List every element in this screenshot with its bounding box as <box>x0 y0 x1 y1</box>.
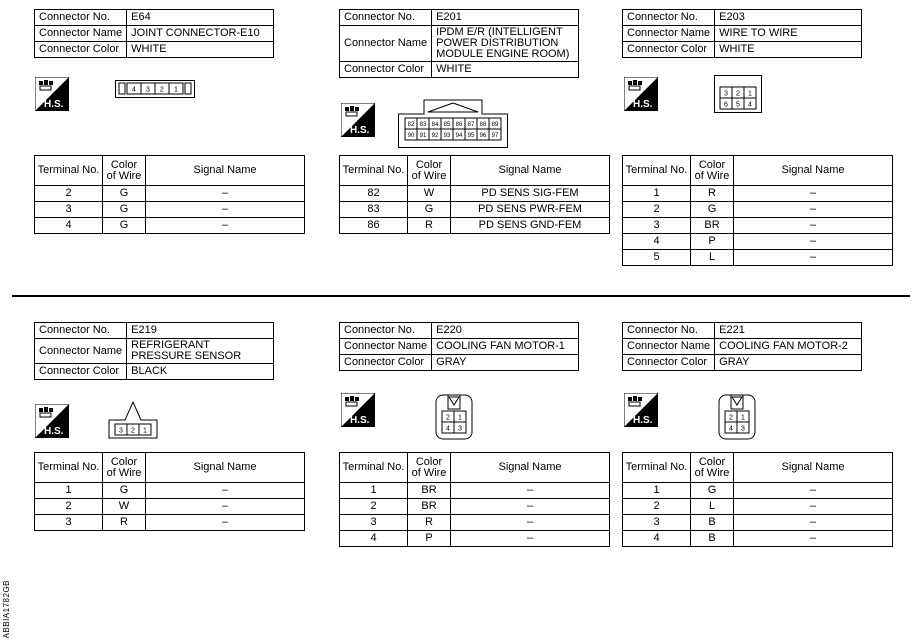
wire-color-cell: G <box>103 202 146 218</box>
signal-cell: – <box>734 202 893 218</box>
table-row <box>623 515 893 531</box>
label-connector-no: Connector No. <box>35 323 127 339</box>
terminal-cell: 2 <box>35 499 103 515</box>
header-terminal-no: Terminal No. <box>35 156 103 186</box>
wire-color-cell: P <box>691 234 734 250</box>
terminal-cell: 3 <box>623 515 691 531</box>
signal-cell: – <box>451 499 610 515</box>
harness-side-icon <box>35 404 69 438</box>
terminal-cell: 4 <box>623 531 691 547</box>
wire-color-cell: BR <box>691 218 734 234</box>
signal-cell: – <box>734 531 893 547</box>
table-row <box>35 218 305 234</box>
pin-label: 4 <box>729 425 733 433</box>
connector-face-diagram <box>398 98 508 148</box>
label-connector-name: Connector Name <box>35 339 127 364</box>
pin-label: 97 <box>491 133 499 139</box>
label-connector-color: Connector Color <box>35 42 127 58</box>
header-terminal-no: Terminal No. <box>623 156 691 186</box>
wire-color-cell: B <box>691 531 734 547</box>
label-connector-no: Connector No. <box>35 10 127 26</box>
table-row <box>623 483 893 499</box>
signal-cell: – <box>734 186 893 202</box>
connector-name-value: COOLING FAN MOTOR-2 <box>715 339 862 355</box>
table-row <box>340 531 610 547</box>
label-connector-no: Connector No. <box>340 323 432 339</box>
terminal-cell: 3 <box>35 202 103 218</box>
pin-label: 3 <box>119 427 123 435</box>
connector-no-value: E201 <box>432 10 579 26</box>
terminal-cell: 3 <box>35 515 103 531</box>
wire-color-cell: B <box>691 515 734 531</box>
terminal-table <box>34 452 305 531</box>
wire-color-cell: P <box>408 531 451 547</box>
label-connector-name: Connector Name <box>623 26 715 42</box>
terminal-cell: 3 <box>623 218 691 234</box>
label-connector-name: Connector Name <box>35 26 127 42</box>
label-connector-name: Connector Name <box>340 26 432 62</box>
connector-no-value: E219 <box>127 323 274 339</box>
connector-no-value: E220 <box>432 323 579 339</box>
label-connector-color: Connector Color <box>340 355 432 371</box>
terminal-cell: 4 <box>35 218 103 234</box>
pin-label: 95 <box>467 133 475 139</box>
wire-color-cell: L <box>691 250 734 266</box>
terminal-cell: 1 <box>35 483 103 499</box>
wire-color-cell: BR <box>408 483 451 499</box>
table-row <box>340 186 610 202</box>
table-row <box>623 234 893 250</box>
pin-label: 3 <box>458 425 462 433</box>
label-connector-no: Connector No. <box>340 10 432 26</box>
pin-label: 5 <box>736 101 740 109</box>
pin-label: 2 <box>729 414 733 422</box>
harness-side-icon <box>341 393 375 427</box>
figure-code: ABBIA1782GB <box>2 580 11 639</box>
signal-cell: – <box>146 202 305 218</box>
terminal-cell: 83 <box>340 202 408 218</box>
signal-cell: – <box>734 499 893 515</box>
connector-e203 <box>622 9 862 58</box>
header-terminal-no: Terminal No. <box>623 453 691 483</box>
wire-color-cell: G <box>691 202 734 218</box>
signal-cell: – <box>146 499 305 515</box>
connector-name-value: JOINT CONNECTOR-E10 <box>127 26 274 42</box>
signal-cell: – <box>146 483 305 499</box>
label-connector-color: Connector Color <box>340 62 432 78</box>
terminal-cell: 2 <box>623 499 691 515</box>
connector-info-table <box>34 322 274 380</box>
terminal-table <box>339 452 610 547</box>
terminal-cell: 5 <box>623 250 691 266</box>
signal-cell: PD SENS SIG-FEM <box>451 186 610 202</box>
header-signal-name: Signal Name <box>451 156 610 186</box>
wire-color-cell: L <box>691 499 734 515</box>
pin-label: 2 <box>131 427 135 435</box>
signal-cell: – <box>734 218 893 234</box>
terminal-cell: 1 <box>623 483 691 499</box>
connector-color-value: GRAY <box>432 355 579 371</box>
table-row <box>623 250 893 266</box>
connector-e64 <box>34 9 274 58</box>
table-row <box>340 483 610 499</box>
pin-label: 86 <box>455 122 463 128</box>
header-signal-name: Signal Name <box>146 156 305 186</box>
pin-label: 87 <box>467 122 475 128</box>
connector-info-table <box>622 322 862 371</box>
signal-cell: – <box>734 250 893 266</box>
pin-label: 1 <box>174 86 178 94</box>
pin-label: 1 <box>748 90 752 98</box>
connector-no-value: E203 <box>715 10 862 26</box>
pin-label: 3 <box>146 86 150 94</box>
harness-side-icon <box>341 103 375 137</box>
pin-label: 4 <box>132 86 136 94</box>
header-color-of-wire: Color of Wire <box>408 453 451 483</box>
pin-label: 93 <box>443 133 451 139</box>
signal-cell: PD SENS PWR-FEM <box>451 202 610 218</box>
table-row <box>35 202 305 218</box>
connector-color-value: GRAY <box>715 355 862 371</box>
header-terminal-no: Terminal No. <box>35 453 103 483</box>
pin-label: 1 <box>458 414 462 422</box>
label-connector-color: Connector Color <box>623 355 715 371</box>
terminal-table <box>622 155 893 266</box>
label-connector-name: Connector Name <box>623 339 715 355</box>
terminal-cell: 86 <box>340 218 408 234</box>
signal-cell: – <box>146 186 305 202</box>
connector-color-value: WHITE <box>432 62 579 78</box>
label-connector-color: Connector Color <box>35 364 127 380</box>
wire-color-cell: G <box>691 483 734 499</box>
wire-color-cell: W <box>103 499 146 515</box>
connector-no-value: E221 <box>715 323 862 339</box>
connector-color-value: BLACK <box>127 364 274 380</box>
signal-cell: – <box>734 483 893 499</box>
table-row <box>340 515 610 531</box>
pin-label: 84 <box>431 122 439 128</box>
header-color-of-wire: Color of Wire <box>691 453 734 483</box>
terminal-cell: 4 <box>340 531 408 547</box>
table-row <box>623 186 893 202</box>
label-connector-name: Connector Name <box>340 339 432 355</box>
wire-color-cell: G <box>103 218 146 234</box>
signal-cell: – <box>451 515 610 531</box>
harness-side-icon <box>624 77 658 111</box>
terminal-cell: 82 <box>340 186 408 202</box>
connector-info-table <box>622 9 862 58</box>
pin-label: 90 <box>407 133 415 139</box>
pin-label: 83 <box>419 122 427 128</box>
harness-side-icon <box>35 77 69 111</box>
table-row <box>340 218 610 234</box>
wire-color-cell: R <box>103 515 146 531</box>
connector-e220 <box>339 322 579 371</box>
header-signal-name: Signal Name <box>734 453 893 483</box>
terminal-cell: 2 <box>623 202 691 218</box>
wire-color-cell: R <box>691 186 734 202</box>
terminal-table <box>622 452 893 547</box>
table-row <box>35 483 305 499</box>
header-signal-name: Signal Name <box>451 453 610 483</box>
connector-e219 <box>34 322 274 380</box>
connector-face-diagram <box>717 390 757 442</box>
signal-cell: – <box>451 483 610 499</box>
wire-color-cell: G <box>103 186 146 202</box>
connector-info-table <box>34 9 274 58</box>
terminal-cell: 1 <box>340 483 408 499</box>
pin-label: 89 <box>491 122 499 128</box>
wire-color-cell: W <box>408 186 451 202</box>
signal-cell: – <box>451 531 610 547</box>
signal-cell: – <box>734 515 893 531</box>
header-signal-name: Signal Name <box>146 453 305 483</box>
table-row <box>340 499 610 515</box>
label-connector-color: Connector Color <box>623 42 715 58</box>
pin-label: 4 <box>446 425 450 433</box>
table-row <box>340 202 610 218</box>
wire-color-cell: G <box>408 202 451 218</box>
header-terminal-no: Terminal No. <box>340 453 408 483</box>
label-connector-no: Connector No. <box>623 10 715 26</box>
table-row <box>35 186 305 202</box>
signal-cell: – <box>146 515 305 531</box>
connector-name-value: COOLING FAN MOTOR-1 <box>432 339 579 355</box>
section-divider <box>12 295 910 297</box>
header-color-of-wire: Color of Wire <box>103 156 146 186</box>
connector-info-table <box>339 9 579 78</box>
pin-label: 85 <box>443 122 451 128</box>
connector-no-value: E64 <box>127 10 274 26</box>
connector-face-diagram <box>115 80 195 98</box>
connector-face-diagram <box>434 390 474 442</box>
wire-color-cell: G <box>103 483 146 499</box>
wire-color-cell: BR <box>408 499 451 515</box>
table-row <box>623 202 893 218</box>
signal-cell: – <box>146 218 305 234</box>
wire-color-cell: R <box>408 515 451 531</box>
header-color-of-wire: Color of Wire <box>691 156 734 186</box>
pin-label: 1 <box>143 427 147 435</box>
pin-label: 2 <box>160 86 164 94</box>
connector-name-value: REFRIGERANT PRESSURE SENSOR <box>127 339 274 364</box>
signal-cell: – <box>734 234 893 250</box>
connector-e221 <box>622 322 862 371</box>
harness-side-icon <box>624 393 658 427</box>
connector-color-value: WHITE <box>715 42 862 58</box>
pin-label: 2 <box>446 414 450 422</box>
terminal-cell: 4 <box>623 234 691 250</box>
connector-color-value: WHITE <box>127 42 274 58</box>
terminal-cell: 1 <box>623 186 691 202</box>
pin-label: 96 <box>479 133 487 139</box>
terminal-cell: 3 <box>340 515 408 531</box>
header-signal-name: Signal Name <box>734 156 893 186</box>
pin-label: 92 <box>431 133 439 139</box>
pin-label: 6 <box>724 101 728 109</box>
label-connector-no: Connector No. <box>623 323 715 339</box>
pin-label: 3 <box>741 425 745 433</box>
connector-name-value: WIRE TO WIRE <box>715 26 862 42</box>
header-color-of-wire: Color of Wire <box>103 453 146 483</box>
pin-label: 1 <box>741 414 745 422</box>
pin-label: 94 <box>455 133 463 139</box>
pin-label: 88 <box>479 122 487 128</box>
terminal-cell: 2 <box>340 499 408 515</box>
pin-label: 82 <box>407 122 415 128</box>
table-row <box>623 218 893 234</box>
header-color-of-wire: Color of Wire <box>408 156 451 186</box>
pin-label: 4 <box>748 101 752 109</box>
connector-name-value: IPDM E/R (INTELLIGENT POWER DISTRIBUTION MODULE ENGINE ROOM) <box>432 26 579 62</box>
pin-label: 2 <box>736 90 740 98</box>
signal-cell: PD SENS GND-FEM <box>451 218 610 234</box>
pin-label: 3 <box>724 90 728 98</box>
terminal-table <box>339 155 610 234</box>
terminal-cell: 2 <box>35 186 103 202</box>
pin-label: 91 <box>419 133 427 139</box>
table-row <box>623 499 893 515</box>
table-row <box>35 499 305 515</box>
connector-info-table <box>339 322 579 371</box>
table-row <box>35 515 305 531</box>
wire-color-cell: R <box>408 218 451 234</box>
header-terminal-no: Terminal No. <box>340 156 408 186</box>
connector-face-diagram <box>107 400 159 440</box>
connector-face-diagram <box>714 75 762 113</box>
terminal-table <box>34 155 305 234</box>
connector-e201 <box>339 9 579 78</box>
table-row <box>623 531 893 547</box>
